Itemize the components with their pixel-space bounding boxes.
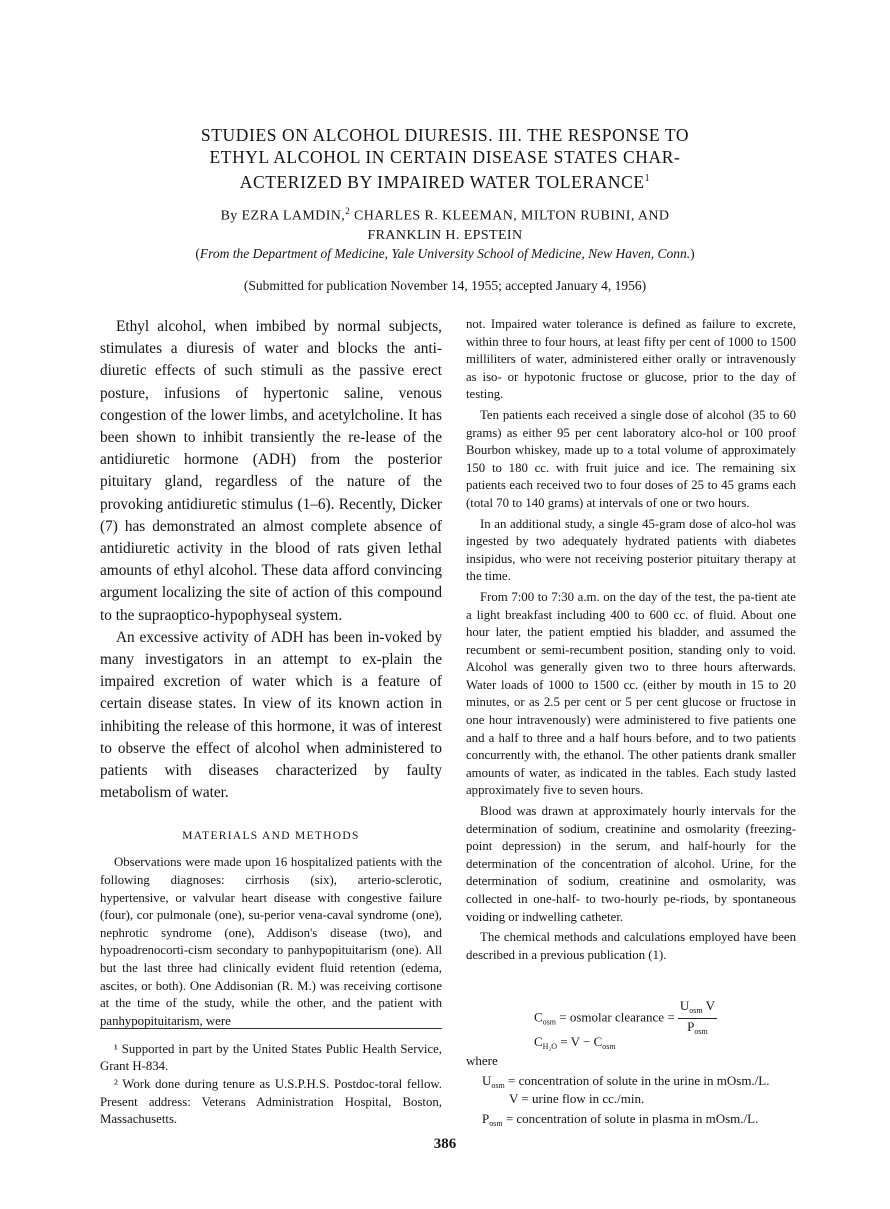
submission-dates: (Submitted for publication November 14, 1955; accepted January 4, 1956) bbox=[243, 278, 647, 293]
methods-paragraph-diabetes-insipidus: In an additional study, a single 45-gram dose of alco-hol was ingested by two adequately hydrated patients with diabetes insipidus, who were not receiving posterior pituitary therapy at the time. bbox=[466, 516, 796, 584]
v-symbol: V bbox=[702, 998, 716, 1013]
affiliation-close-paren: ) bbox=[690, 246, 695, 261]
definition-v: V = urine flow in cc./min. bbox=[509, 1091, 645, 1106]
intro-paragraph-1: Ethyl alcohol, when imbibed by normal subjects, stimulates a diuresis of water and blocks the anti-diuretic effects of such stimuli as the passive erect posture, infusions of hypertonic saline, venous congestion of the lower limbs, and acetylcholine. It has been shown to inhibit transiently the re-lease of the antidiuretic hormone (ADH) from the posterior pituitary gland, regardless of the nature of the provoking antidiuretic stimulus (1–6). Recently, Dicker (7) has demonstrated an almost complete absence of antidiuretic activity in the blood of rats given lethal amounts of ethyl alcohol. These data afford convincing argument localizing the site of action of this compound to the supraoptico-hypophyseal system. bbox=[100, 318, 442, 624]
methods-paragraph-calculations: The chemical methods and calculations employed have been described in a previous publication (1). bbox=[466, 930, 796, 962]
right-column bbox=[466, 316, 796, 967]
author-by: By bbox=[220, 208, 238, 224]
c-osm-subscript: osm bbox=[542, 1017, 557, 1027]
title-line-1: STUDIES ON ALCOHOL DIURESIS. III. THE RESPONSE TO bbox=[200, 125, 690, 145]
p-symbol: P bbox=[687, 1019, 695, 1034]
def-p-subscript: osm bbox=[489, 1119, 503, 1128]
c-h2o-subscript: H₂O bbox=[542, 1042, 558, 1051]
osmolar-clearance-label: = osmolar clearance = bbox=[556, 1009, 678, 1025]
footnote-2: ² Work done during tenure as U.S.P.H.S. Postdoc-toral fellow. Present address: Veterans Administration Hospital, Boston, Massachusetts. bbox=[100, 1077, 442, 1126]
title-footnote-mark[interactable]: 1 bbox=[644, 173, 651, 184]
author-rest: CHARLES R. KLEEMAN, MILTON RUBINI, AND bbox=[350, 208, 670, 224]
fraction-denominator bbox=[678, 1019, 717, 1039]
methods-paragraph-dosing: Ten patients each received a single dose of alcohol (35 to 60 grams) as either 95 per cent laboratory alco-hol or 100 proof Bourbon whiskey, made up to a total volume of approximately 150 to 180 cc. with fruit juice and ice. The remaining six patients each received two to four doses of 25 to 45 grams each (total 70 to 140 grams) at intervals of one or two hours. bbox=[466, 407, 796, 510]
def-u-symbol: U bbox=[482, 1073, 492, 1088]
intro-paragraph-2: An excessive activity of ADH has been in-voked by many investigators in an attempt to ex-plain the impaired excretion of water which is a feature of certain disease states. In view of its known action in inhibiting the release of this hormone, it was of interest to observe the effect of alcohol when administered to patients with diseases characterized by faulty metabolism of water. bbox=[100, 628, 442, 802]
article-title bbox=[100, 124, 790, 193]
affiliation-text: From the Department of Medicine, Yale University School of Medicine, New Haven, Conn. bbox=[199, 246, 691, 261]
methods-paragraph-sampling: Blood was drawn at approximately hourly intervals for the determination of sodium, creatinine and osmolarity (freezing-point depression) in the serum, and half-hourly for the determination of the concentration of alcohol. Urine, for the determination of sodium, creatinine and osmolarity, was collected in one-half- to two-hourly pe-riods, by spontaneous voiding or indwelling catheter. bbox=[466, 804, 796, 924]
def-p-text: = concentration of solute in plasma in mOsm./L. bbox=[502, 1111, 759, 1126]
c-h2o-symbol: C bbox=[534, 1034, 543, 1049]
p-subscript: osm bbox=[694, 1027, 708, 1036]
author-line-2: FRANKLIN H. EPSTEIN bbox=[367, 227, 523, 243]
methods-paragraph-continued: not. Impaired water tolerance is defined as failure to excrete, within three to four hours, at least fifty per cent of 1000 to 1500 milliliters of water, administered either orally or intravenously as iso- or hypotonic fructose or glucose, prior to the day of testing. bbox=[466, 317, 796, 402]
author-footnote-mark[interactable]: 2 bbox=[345, 206, 351, 216]
def-u-text: = concentration of solute in the urine in mOsm./L. bbox=[504, 1073, 770, 1088]
osmolar-fraction bbox=[678, 998, 717, 1039]
footnote-1: ¹ Supported in part by the United States Public Health Service, Grant H-834. bbox=[100, 1042, 442, 1074]
title-line-3: ACTERIZED BY IMPAIRED WATER TOLERANCE bbox=[239, 171, 645, 192]
c-osm-symbol: C bbox=[534, 1009, 543, 1025]
definition-u-osm bbox=[482, 1073, 769, 1090]
free-water-rhs: = V − C bbox=[557, 1034, 603, 1049]
title-line-2: ETHYL ALCOHOL IN CERTAIN DISEASE STATES CHAR- bbox=[209, 147, 681, 167]
section-heading-materials-methods: MATERIALS AND METHODS bbox=[182, 830, 360, 843]
author-list bbox=[130, 202, 760, 245]
page-number: 386 bbox=[433, 1136, 457, 1152]
affiliation-open-paren: ( bbox=[195, 246, 200, 261]
u-symbol: U bbox=[679, 998, 690, 1013]
def-u-subscript: osm bbox=[491, 1081, 505, 1090]
u-subscript: osm bbox=[689, 1006, 703, 1015]
affiliation bbox=[100, 246, 790, 262]
osmolar-clearance-equation bbox=[534, 998, 717, 1039]
free-water-rhs-subscript: osm bbox=[602, 1042, 616, 1051]
def-p-symbol: P bbox=[482, 1111, 490, 1126]
author-first: EZRA LAMDIN, bbox=[241, 208, 346, 224]
methods-paragraph-protocol: From 7:00 to 7:30 a.m. on the day of the test, the pa-tient ate a light breakfast including 400 to 600 cc. of fluid. About one hour later, the patient emptied his bladder, and assumed the recumbent or semi-recumbent position, standing only to void. Alcohol was generally given two to three hours afterwards. Water loads of 1000 to 1500 cc. (either by mouth in 15 to 20 minutes, or as 2.5 per cent or 5 per cent glucose or fructose in one hour intravenously) were administered to five patients one and a half to three and a half hours before, and to two patients concurrently with, the ethanol. The other patients drank smaller amounts of water, as indicated in the tables. Each study lasted approximately five to seven hours. bbox=[466, 589, 796, 798]
methods-paragraph-1: Observations were made upon 16 hospitalized patients with the following diagnoses: cirrhosis (six), arterio-sclerotic, hypertensive, or valvular heart disease with congestive failure (four), cor pulmonale (one), su-perior vena-caval syndrome (one), nephrotic syndrome (one), Addison's disease (two), and hypoadrenocorti-cism secondary to panhypopituitarism (one). All but the last three had clinically evident fluid retention (edema, ascites, or both). One Addisonian (R. M.) was receiving cortisone at the time of the study, while the other, and the patient with panhypopituitarism, were bbox=[100, 855, 442, 1028]
left-column bbox=[100, 316, 442, 1033]
definition-p-osm bbox=[482, 1111, 758, 1128]
where-label: where bbox=[466, 1053, 498, 1068]
fraction-numerator bbox=[678, 998, 717, 1019]
footnotes bbox=[100, 1028, 442, 1129]
free-water-clearance-equation bbox=[534, 1034, 616, 1051]
